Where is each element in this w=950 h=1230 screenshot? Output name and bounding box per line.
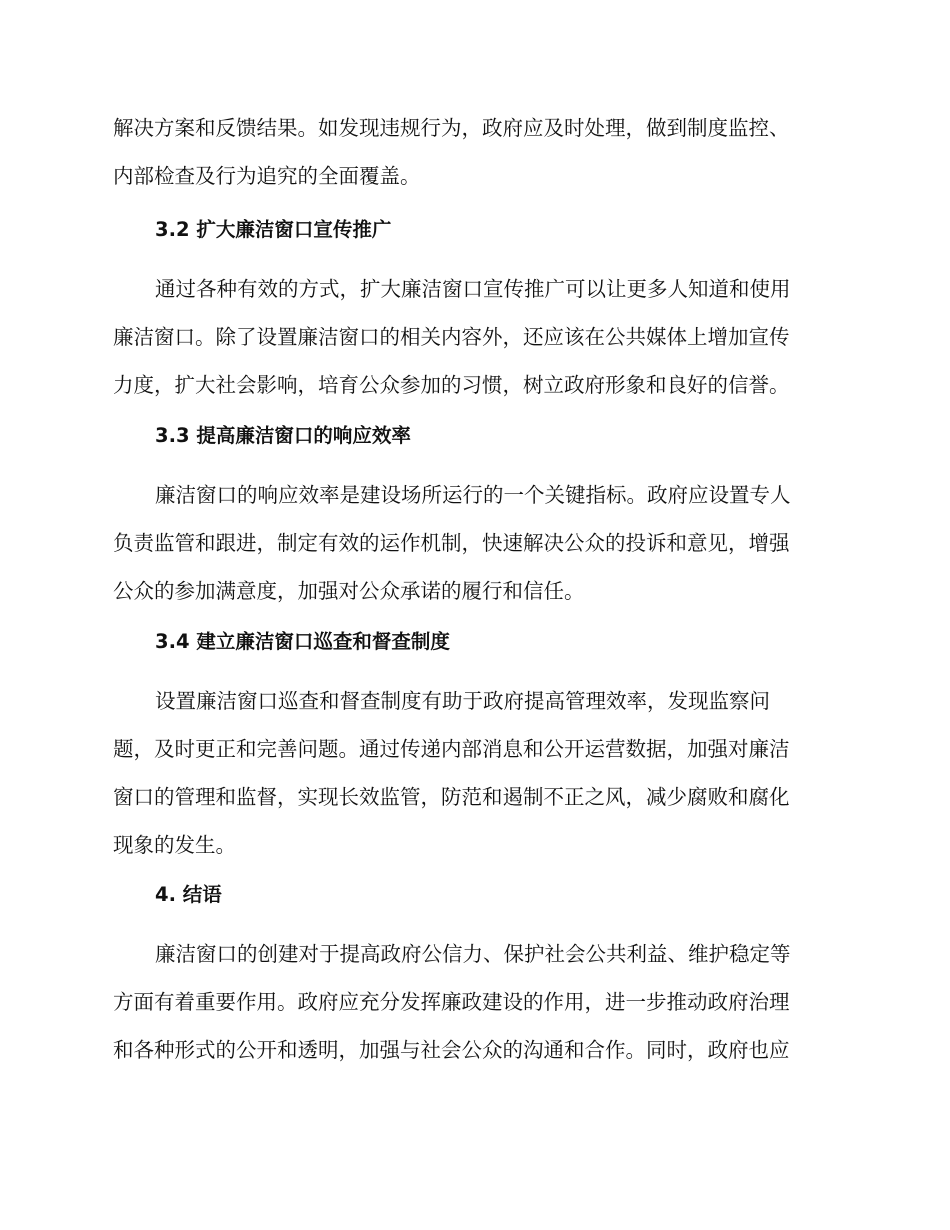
paragraph-line: 窗口的管理和监督，实现长效监管，防范和遏制不正之风，减少腐败和腐化 [113, 785, 790, 809]
paragraph-line: 和各种形式的公开和透明，加强与社会公众的沟通和合作。同时，政府也应 [113, 1038, 790, 1062]
paragraph-line: 公众的参加满意度，加强对公众承诺的履行和信任。 [113, 579, 585, 603]
paragraph-line: 解决方案和反馈结果。如发现违规行为，政府应及时处理，做到制度监控、 [113, 116, 790, 140]
paragraph-line: 方面有着重要作用。政府应充分发挥廉政建设的作用，进一步推动政府治理 [113, 990, 790, 1014]
paragraph-line: 设置廉洁窗口巡查和督查制度有助于政府提高管理效率，发现监察问 [155, 689, 770, 713]
paragraph-line: 廉洁窗口的创建对于提高政府公信力、保护社会公共利益、维护稳定等 [155, 942, 791, 966]
paragraph-line: 廉洁窗口。除了设置廉洁窗口的相关内容外，还应该在公共媒体上增加宣传 [113, 325, 790, 349]
paragraph-line: 通过各种有效的方式，扩大廉洁窗口宣传推广可以让更多人知道和使用 [155, 277, 791, 301]
paragraph-line: 题，及时更正和完善问题。通过传递内部消息和公开运营数据，加强对廉洁 [113, 737, 790, 761]
paragraph-line: 负责监管和跟进，制定有效的运作机制，快速解决公众的投诉和意见，增强 [113, 531, 790, 555]
section-heading-4: 4. 结语 [155, 883, 222, 906]
section-heading-3-3: 3.3 提高廉洁窗口的响应效率 [155, 424, 411, 447]
paragraph-line: 廉洁窗口的响应效率是建设场所运行的一个关键指标。政府应设置专人 [155, 483, 791, 507]
paragraph-line: 内部检查及行为追究的全面覆盖。 [113, 164, 421, 188]
paragraph-line: 力度，扩大社会影响，培育公众参加的习惯，树立政府形象和良好的信誉。 [113, 373, 790, 397]
paragraph-line: 现象的发生。 [113, 833, 236, 857]
section-heading-3-2: 3.2 扩大廉洁窗口宣传推广 [155, 218, 392, 241]
section-heading-3-4: 3.4 建立廉洁窗口巡查和督查制度 [155, 630, 450, 653]
